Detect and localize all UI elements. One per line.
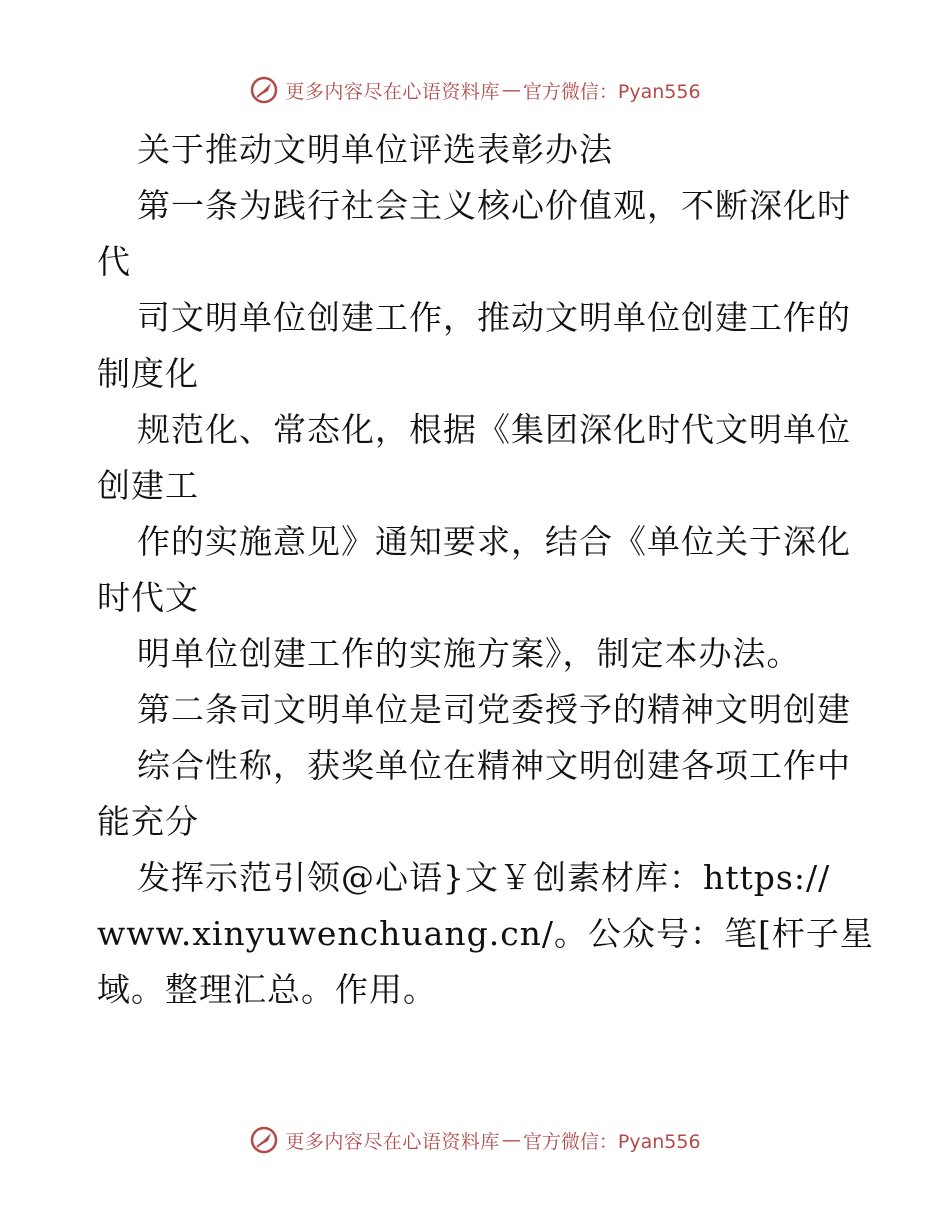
text-line: 作的实施意见》通知要求，结合《单位关于深化 bbox=[137, 522, 851, 561]
banner-wechat: 官方微信：Pyan556 bbox=[522, 80, 701, 103]
text-line: 能充分 bbox=[97, 802, 199, 841]
quill-logo-icon bbox=[249, 1125, 279, 1155]
footer-banner bbox=[0, 1122, 950, 1158]
text-line: www.xinyuwenchuang.cn/。公众号：笔[杆子星 bbox=[97, 914, 874, 953]
quill-logo-icon bbox=[249, 75, 279, 105]
text-line: 发挥示范引领@心语}文￥创素材库：https:// bbox=[137, 858, 831, 897]
banner-text: 更多内容尽在心语资料库 bbox=[285, 80, 500, 103]
text-line: 综合性称，获奖单位在精神文明创建各项工作中 bbox=[137, 746, 851, 785]
header-banner bbox=[0, 72, 950, 108]
banner-text: 更多内容尽在心语资料库 bbox=[285, 1130, 500, 1153]
text-line: 域。整理汇总。作用。 bbox=[97, 970, 437, 1009]
text-line: 制度化 bbox=[97, 354, 199, 393]
document-title: 关于推动文明单位评选表彰办法 bbox=[137, 130, 613, 169]
document-body bbox=[97, 122, 874, 1018]
text-line: 第一条为践行社会主义核心价值观，不断深化时 bbox=[137, 186, 851, 225]
text-line: 代 bbox=[97, 242, 131, 281]
banner-wechat: 官方微信：Pyan556 bbox=[522, 1130, 701, 1153]
text-line: 明单位创建工作的实施方案》，制定本办法。 bbox=[137, 634, 801, 673]
banner-separator: — bbox=[501, 79, 521, 101]
text-line: 第二条司文明单位是司党委授予的精神文明创建 bbox=[137, 690, 851, 729]
text-line: 规范化、常态化，根据《集团深化时代文明单位 bbox=[137, 410, 851, 449]
text-line: 创建工 bbox=[97, 466, 199, 505]
text-line: 司文明单位创建工作，推动文明单位创建工作的 bbox=[137, 298, 851, 337]
text-line: 时代文 bbox=[97, 578, 199, 617]
banner-separator: — bbox=[501, 1129, 521, 1151]
